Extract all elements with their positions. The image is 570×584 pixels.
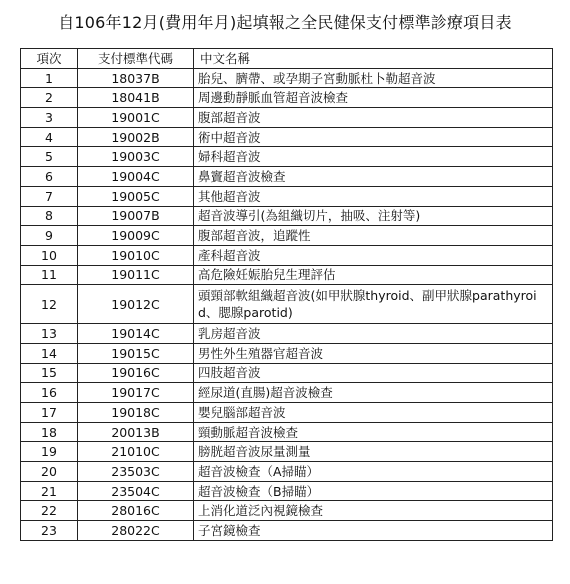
cell-item-no: 20 bbox=[21, 462, 78, 482]
cell-item-no: 23 bbox=[21, 521, 78, 541]
table-row bbox=[21, 167, 553, 187]
cell-chinese-name: 其他超音波 bbox=[194, 186, 553, 206]
table-row bbox=[21, 501, 553, 521]
table-row bbox=[21, 383, 553, 403]
cell-payment-code: 19015C bbox=[78, 343, 194, 363]
cell-payment-code: 19018C bbox=[78, 403, 194, 423]
cell-chinese-name: 高危險妊娠胎兒生理評估 bbox=[194, 265, 553, 285]
cell-chinese-name: 經尿道(直腸)超音波檢查 bbox=[194, 383, 553, 403]
table-row bbox=[21, 265, 553, 285]
cell-chinese-name: 乳房超音波 bbox=[194, 324, 553, 344]
cell-item-no: 11 bbox=[21, 265, 78, 285]
table-row bbox=[21, 422, 553, 442]
cell-chinese-name: 產科超音波 bbox=[194, 245, 553, 265]
cell-payment-code: 28022C bbox=[78, 521, 194, 541]
table-body bbox=[21, 68, 553, 540]
cell-item-no: 9 bbox=[21, 226, 78, 246]
table-row bbox=[21, 245, 553, 265]
cell-chinese-name: 胎兒、臍帶、或孕期子宮動脈杜卜勒超音波 bbox=[194, 68, 553, 88]
cell-chinese-name: 鼻竇超音波檢查 bbox=[194, 167, 553, 187]
cell-payment-code: 28016C bbox=[78, 501, 194, 521]
procedure-table bbox=[20, 48, 553, 541]
cell-item-no: 15 bbox=[21, 363, 78, 383]
cell-payment-code: 19003C bbox=[78, 147, 194, 167]
table-row bbox=[21, 206, 553, 226]
cell-chinese-name: 嬰兒腦部超音波 bbox=[194, 403, 553, 423]
cell-payment-code: 23504C bbox=[78, 481, 194, 501]
cell-payment-code: 19002B bbox=[78, 127, 194, 147]
header-chinese-name: 中文名稱 bbox=[194, 49, 553, 69]
cell-chinese-name: 超音波檢查（B掃瞄） bbox=[194, 481, 553, 501]
cell-chinese-name: 男性外生殖器官超音波 bbox=[194, 343, 553, 363]
cell-item-no: 7 bbox=[21, 186, 78, 206]
cell-payment-code: 21010C bbox=[78, 442, 194, 462]
cell-chinese-name: 四肢超音波 bbox=[194, 363, 553, 383]
cell-payment-code: 19007B bbox=[78, 206, 194, 226]
cell-item-no: 13 bbox=[21, 324, 78, 344]
table-row bbox=[21, 343, 553, 363]
table-row bbox=[21, 285, 553, 324]
table-row bbox=[21, 324, 553, 344]
cell-item-no: 16 bbox=[21, 383, 78, 403]
cell-item-no: 12 bbox=[21, 285, 78, 324]
cell-item-no: 3 bbox=[21, 108, 78, 128]
cell-chinese-name: 超音波導引(為組織切片，抽吸、注射等) bbox=[194, 206, 553, 226]
cell-item-no: 14 bbox=[21, 343, 78, 363]
cell-payment-code: 18041B bbox=[78, 88, 194, 108]
cell-chinese-name: 術中超音波 bbox=[194, 127, 553, 147]
cell-payment-code: 19012C bbox=[78, 285, 194, 324]
table-row bbox=[21, 226, 553, 246]
cell-chinese-name: 膀胱超音波尿量測量 bbox=[194, 442, 553, 462]
table-row bbox=[21, 403, 553, 423]
cell-item-no: 5 bbox=[21, 147, 78, 167]
table-header-row bbox=[21, 49, 553, 69]
cell-chinese-name: 頸動脈超音波檢查 bbox=[194, 422, 553, 442]
cell-payment-code: 19017C bbox=[78, 383, 194, 403]
cell-item-no: 8 bbox=[21, 206, 78, 226]
header-payment-code: 支付標準代碼 bbox=[78, 49, 194, 69]
cell-chinese-name: 婦科超音波 bbox=[194, 147, 553, 167]
cell-item-no: 17 bbox=[21, 403, 78, 423]
cell-payment-code: 20013B bbox=[78, 422, 194, 442]
table-row bbox=[21, 147, 553, 167]
cell-item-no: 10 bbox=[21, 245, 78, 265]
cell-item-no: 6 bbox=[21, 167, 78, 187]
header-item-no: 項次 bbox=[21, 49, 78, 69]
cell-payment-code: 23503C bbox=[78, 462, 194, 482]
cell-chinese-name: 上消化道泛內視鏡檢查 bbox=[194, 501, 553, 521]
table-row bbox=[21, 108, 553, 128]
cell-item-no: 21 bbox=[21, 481, 78, 501]
cell-payment-code: 19009C bbox=[78, 226, 194, 246]
cell-item-no: 18 bbox=[21, 422, 78, 442]
cell-payment-code: 19005C bbox=[78, 186, 194, 206]
cell-payment-code: 19004C bbox=[78, 167, 194, 187]
cell-chinese-name: 頭頸部軟組織超音波(如甲狀腺thyroid、副甲狀腺parathyroid、腮腺parotid) bbox=[194, 285, 553, 324]
cell-chinese-name: 腹部超音波 bbox=[194, 108, 553, 128]
cell-payment-code: 19010C bbox=[78, 245, 194, 265]
cell-chinese-name: 周邊動靜脈血管超音波檢查 bbox=[194, 88, 553, 108]
cell-payment-code: 19001C bbox=[78, 108, 194, 128]
table-row bbox=[21, 68, 553, 88]
cell-item-no: 4 bbox=[21, 127, 78, 147]
cell-chinese-name: 腹部超音波，追蹤性 bbox=[194, 226, 553, 246]
table-row bbox=[21, 521, 553, 541]
table-row bbox=[21, 186, 553, 206]
table-row bbox=[21, 88, 553, 108]
table-row bbox=[21, 127, 553, 147]
table-row bbox=[21, 442, 553, 462]
cell-payment-code: 19016C bbox=[78, 363, 194, 383]
cell-item-no: 2 bbox=[21, 88, 78, 108]
cell-chinese-name: 子宮鏡檢查 bbox=[194, 521, 553, 541]
cell-item-no: 19 bbox=[21, 442, 78, 462]
cell-payment-code: 19014C bbox=[78, 324, 194, 344]
cell-payment-code: 18037B bbox=[78, 68, 194, 88]
table-row bbox=[21, 363, 553, 383]
table-row bbox=[21, 481, 553, 501]
cell-payment-code: 19011C bbox=[78, 265, 194, 285]
cell-item-no: 22 bbox=[21, 501, 78, 521]
cell-item-no: 1 bbox=[21, 68, 78, 88]
table-row bbox=[21, 462, 553, 482]
cell-chinese-name: 超音波檢查（A掃瞄） bbox=[194, 462, 553, 482]
document-title: 自106年12月(費用年月)起填報之全民健保支付標準診療項目表 bbox=[58, 13, 512, 32]
